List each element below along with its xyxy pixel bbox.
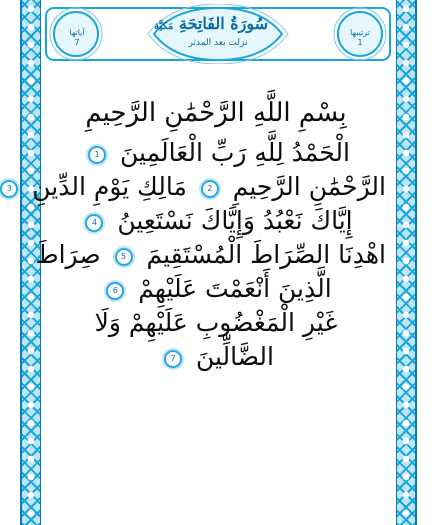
verse-text: مَالِكِ يَوْمِ الدِّينِ — [32, 172, 187, 201]
verse-text: الرَّحْمَٰنِ الرَّحِيمِ — [232, 172, 386, 201]
verse-count — [57, 28, 97, 48]
surah-header — [44, 4, 392, 64]
revelation-note: نزلت بعد المدثر — [188, 38, 248, 48]
surah-order — [340, 28, 380, 48]
surah-name: سُورَةُ الفَاتِحَةِ — [179, 14, 268, 33]
basmala-line: بِسْمِ اللَّهِ الرَّحْمَٰنِ الرَّحِيمِ — [85, 98, 347, 128]
verse-line-4 — [35, 238, 386, 272]
verse-line-6 — [46, 306, 386, 340]
ayah-marker-icon: 7 — [164, 350, 182, 368]
ayah-marker-icon: 5 — [115, 248, 133, 266]
verse-text: الضَّالِّينَ — [195, 342, 274, 371]
verse-count-label: آياتها — [69, 28, 85, 37]
verse-line-1 — [46, 136, 386, 170]
surah-title — [154, 14, 268, 33]
ornamental-border-right — [396, 0, 416, 525]
verse-text: الَّذِينَ أَنْعَمْتَ عَلَيْهِمْ — [138, 274, 332, 303]
verse-count-value: 7 — [74, 38, 80, 47]
revelation-type: مَكيَّة — [154, 21, 174, 32]
ayah-marker-icon: 3 — [0, 180, 18, 198]
ayah-marker-icon: 1 — [88, 146, 106, 164]
verse-line-5 — [46, 272, 386, 306]
verse-text: إِيَّاكَ نَعْبُدُ وَإِيَّاكَ نَسْتَعِينُ — [117, 206, 353, 235]
surah-order-label: ترتيبها — [350, 28, 370, 37]
ayah-marker-icon: 4 — [85, 214, 103, 232]
verse-line-2 — [6, 170, 386, 204]
ayah-marker-icon: 6 — [106, 282, 124, 300]
verse-text: صِرَاطَ — [35, 240, 101, 269]
verse-text: الْحَمْدُ لِلَّهِ رَبِّ الْعَالَمِينَ — [120, 138, 350, 167]
surah-order-value: 1 — [357, 38, 363, 47]
verse-line-3 — [46, 204, 386, 238]
ayah-marker-icon: 2 — [201, 180, 219, 198]
verse-line-7 — [46, 340, 386, 374]
frame-edge-right — [416, 0, 417, 525]
verses-block — [6, 96, 386, 374]
verse-text: اهْدِنَا الصِّرَاطَ الْمُسْتَقِيمَ — [146, 240, 386, 269]
verse-text: غَيْرِ الْمَغْضُوبِ عَلَيْهِمْ وَلَا — [94, 308, 338, 337]
